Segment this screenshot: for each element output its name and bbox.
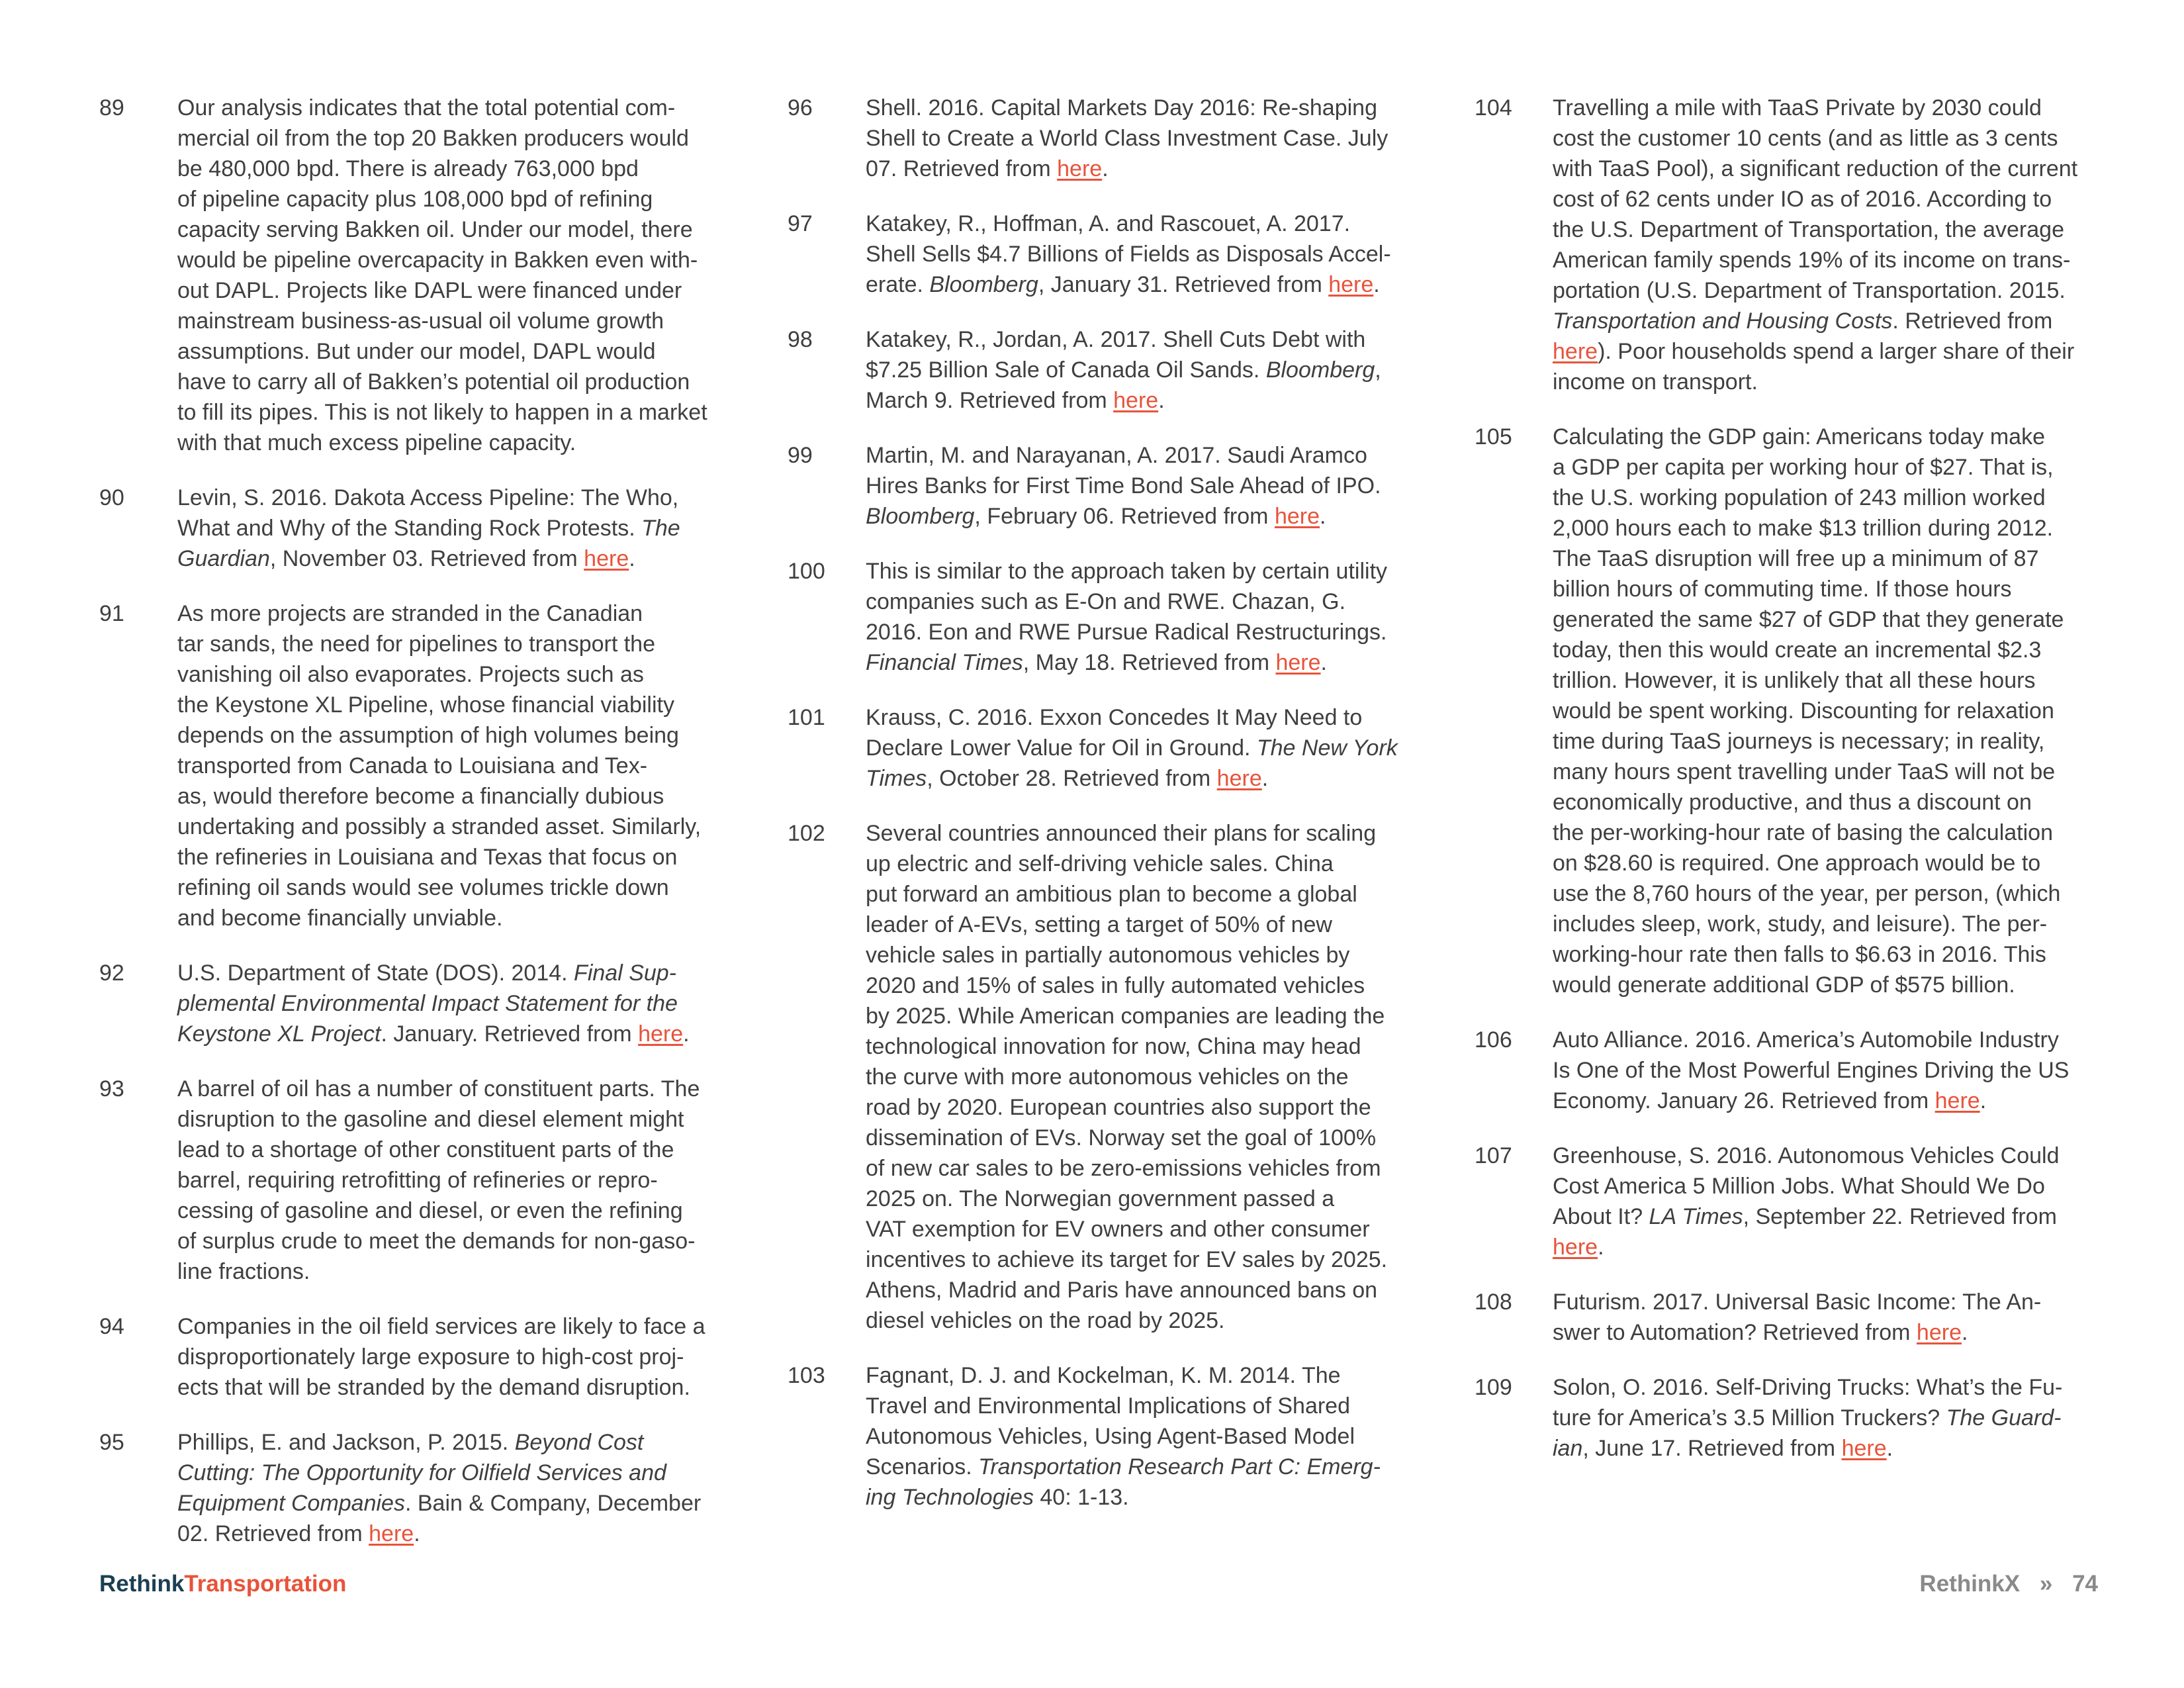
endnote-number: 107 xyxy=(1475,1143,1512,1168)
endnote-text-segment: Solon, O. 2016. Self-Driving Trucks: What’s the Fu- ture for America’s 3.5 Million Truckers? xyxy=(1553,1375,2063,1430)
endnote-text-segment: . xyxy=(414,1521,420,1546)
endnote-text-segment: , October 28. Retrieved from xyxy=(927,766,1217,791)
endnote-text-segment: . xyxy=(1102,156,1109,181)
endnote-105 xyxy=(1475,422,2110,1000)
endnote-100 xyxy=(788,556,1423,678)
endnote-number: 95 xyxy=(99,1430,124,1455)
endnote-italic-title: Bloomberg xyxy=(866,504,975,529)
endnote-text-segment: Calculating the GDP gain: Americans today make a GDP per capita per working hour of $27. That is, the U.S. working population of 243 million worked 2,000 hours each to make $13 trillion during 2012. The TaaS disruption will free up a minimum of 87 billion hours of commuting time. If those hours generated the same $27 of GDP that they generate today, then this would create an incremental $2.3 trillion. However, it is unlikely that all these hours would be spent working. Discounting for relaxation time during TaaS journeys is necessary; in reality, many hours spent travelling under TaaS will not be economically productive, and thus a discount on the per-working-hour rate of basing the calculation on $28.60 is required. One approach would be to use the 8,760 hours of the year, per person, (which includes sleep, work, study, and leisure). The per- working-hour rate then falls to $6.63 in 2016. This would generate additional GDP of $575 billion. xyxy=(1553,424,2064,998)
endnote-103 xyxy=(788,1360,1423,1513)
endnote-89 xyxy=(99,93,721,458)
endnote-italic-title: Bloomberg xyxy=(929,272,1038,297)
endnote-97 xyxy=(788,209,1423,300)
endnote-number: 89 xyxy=(99,95,124,120)
endnote-text-segment: , March 9. Retrieved from xyxy=(866,357,1381,413)
endnote-number: 94 xyxy=(99,1314,124,1339)
endnote-text-segment: Futurism. 2017. Universal Basic Income: The An- swer to Automation? Retrieved from xyxy=(1553,1289,2042,1345)
endnote-text-segment: ). Poor households spend a larger share of their income on transport. xyxy=(1553,339,2075,395)
footer-page-info xyxy=(1919,1569,2098,1599)
endnote-text-segment: . xyxy=(629,546,635,571)
endnote-text-segment: Several countries announced their plans for scaling up electric and self-driving vehicle sales. China put forward an ambitious plan to become a global leader of A-EVs, setting a target of 50% of new vehicle sales in partially autonomous vehicles by 2020 and 15% of sales in fully automated vehicles by 2025. While American companies are leading the technological innovation for now, China may head the curve with more autonomous vehicles on the road by 2020. European countries also support the dissemination of EVs. Norway set the goal of 100% of new car sales to be zero-emissions vehicles from 2025 on. The Norwegian government passed a VAT exemption for EV owners and other consumer incentives to achieve its target for EV sales by 2025. Athens, Madrid and Paris have announced bans on diesel vehicles on the road by 2025. xyxy=(866,821,1388,1333)
endnote-number: 97 xyxy=(788,211,813,236)
endnote-text-segment: . xyxy=(1373,272,1380,297)
endnote-text xyxy=(1553,1372,2110,1464)
endnote-text-segment: , January 31. Retrieved from xyxy=(1038,272,1329,297)
endnote-text-segment: Shell. 2016. Capital Markets Day 2016: Re-shaping Shell to Create a World Class Investment Case. July 07. Retrieved from xyxy=(866,95,1388,181)
endnote-92 xyxy=(99,958,721,1049)
endnote-italic-title: LA Times xyxy=(1649,1204,1743,1229)
endnote-text-segment: . Bain & Company, December 02. Retrieved from xyxy=(177,1491,702,1546)
endnote-text-segment: . January. Retrieved from xyxy=(381,1021,639,1047)
endnote-text-segment: Levin, S. 2016. Dakota Access Pipeline: The Who, What and Why of the Standing Rock Protests. xyxy=(177,485,679,541)
endnote-number: 101 xyxy=(788,705,825,730)
endnote-number: 102 xyxy=(788,821,825,846)
endnote-number: 109 xyxy=(1475,1375,1512,1400)
endnote-italic-title: Financial Times xyxy=(866,650,1023,675)
endnote-text xyxy=(1553,1287,2110,1348)
endnote-text-segment: Martin, M. and Narayanan, A. 2017. Saudi Aramco Hires Banks for First Time Bond Sale Ahead of IPO. xyxy=(866,443,1381,498)
endnote-text-segment: Auto Alliance. 2016. America’s Automobile Industry Is One of the Most Powerful Engines Driving the US Economy. January 26. Retrieved from xyxy=(1553,1027,2070,1113)
endnote-text-segment: . xyxy=(1886,1436,1893,1461)
endnote-98 xyxy=(788,324,1423,416)
endnote-107 xyxy=(1475,1141,2110,1262)
endnote-text xyxy=(177,958,721,1049)
endnote-italic-title: The New York Times xyxy=(866,735,1398,791)
source-link[interactable]: here xyxy=(584,546,629,571)
endnote-italic-title: The Guard- ian xyxy=(1553,1405,2062,1461)
endnote-italic-title: Transportation Research Part C: Emerg- ing Technologies xyxy=(866,1454,1381,1510)
endnote-italic-title: Transportation and Housing Costs xyxy=(1553,308,1893,334)
endnotes-column-2 xyxy=(788,93,1423,1537)
endnote-93 xyxy=(99,1074,721,1287)
endnote-104 xyxy=(1475,93,2110,397)
endnote-italic-title: Beyond Cost Cutting: The Opportunity for Oilfield Services and Equipment Companies xyxy=(177,1430,666,1516)
endnote-text-segment: . xyxy=(1979,1088,1987,1113)
endnote-text-segment: Katakey, R., Hoffman, A. and Rascouet, A. 2017. Shell Sells $4.7 Billions of Fields as Disposals Accel- erate. xyxy=(866,211,1391,297)
source-link[interactable]: here xyxy=(1553,1235,1598,1260)
endnote-number: 91 xyxy=(99,601,124,626)
endnote-text-segment: U.S. Department of State (DOS). 2014. xyxy=(177,961,574,986)
source-link[interactable]: here xyxy=(369,1521,414,1546)
endnote-text-segment: . xyxy=(1261,766,1269,791)
footer-brand xyxy=(99,1569,346,1599)
page-separator: » xyxy=(2039,1571,2053,1597)
brand-transportation: Transportation xyxy=(184,1571,347,1597)
endnote-number: 106 xyxy=(1475,1027,1512,1053)
source-link[interactable]: here xyxy=(1275,650,1321,675)
source-link[interactable]: here xyxy=(1916,1320,1962,1345)
endnote-number: 90 xyxy=(99,485,124,510)
endnote-text xyxy=(866,702,1423,794)
endnote-95 xyxy=(99,1427,721,1549)
endnote-text xyxy=(1553,422,2110,1000)
endnote-text-segment: . xyxy=(1158,388,1165,413)
endnote-number: 104 xyxy=(1475,95,1512,120)
endnote-text xyxy=(866,1360,1423,1513)
endnote-text-segment: 40: 1-13. xyxy=(1033,1485,1129,1510)
endnote-90 xyxy=(99,483,721,574)
endnote-96 xyxy=(788,93,1423,184)
endnote-text-segment: Katakey, R., Jordan, A. 2017. Shell Cuts Debt with $7.25 Billion Sale of Canada Oil Sands. xyxy=(866,327,1366,383)
endnote-text-segment: Travelling a mile with TaaS Private by 2030 could cost the customer 10 cents (and as little as 3 cents with TaaS Pool), a significant reduction of the current cost of 62 cents under IO as of 2016. According to the U.S. Department of Transportation, the average American family spends 19% of its income on trans- portation (U.S. Department of Transportation. 2015. xyxy=(1553,95,2078,303)
endnote-italic-title: Bloomberg xyxy=(1265,357,1375,383)
source-link[interactable]: here xyxy=(1057,156,1103,181)
endnote-text-segment: , May 18. Retrieved from xyxy=(1023,650,1276,675)
endnote-text xyxy=(866,440,1423,532)
endnote-text-segment: Phillips, E. and Jackson, P. 2015. xyxy=(177,1430,515,1455)
endnote-text-segment: Fagnant, D. J. and Kockelman, K. M. 2014. The Travel and Environmental Implications of Shared Autonomous Vehicles, Using Agent-Based Model Scenarios. xyxy=(866,1363,1355,1479)
source-link[interactable]: here xyxy=(1553,339,1598,364)
endnote-text xyxy=(177,483,721,574)
endnote-text xyxy=(866,209,1423,300)
endnote-text-segment: . xyxy=(683,1021,690,1047)
endnote-text xyxy=(866,818,1423,1336)
endnote-text-segment: , September 22. Retrieved from xyxy=(1743,1204,2057,1229)
endnote-99 xyxy=(788,440,1423,532)
publisher-name: RethinkX xyxy=(1919,1571,2021,1597)
endnote-text xyxy=(1553,93,2110,397)
endnote-text-segment: This is similar to the approach taken by certain utility companies such as E-On and RWE. Chazan, G. 2016. Eon and RWE Pursue Radical Restructurings. xyxy=(866,559,1388,645)
endnote-italic-title: Final Sup- plemental Environmental Impact Statement for the Keystone XL Project xyxy=(177,961,678,1047)
endnote-text xyxy=(1553,1025,2110,1116)
endnote-text-segment: Krauss, C. 2016. Exxon Concedes It May Need to Declare Lower Value for Oil in Ground. xyxy=(866,705,1363,761)
source-link[interactable]: here xyxy=(1934,1088,1980,1113)
endnote-text-segment: Greenhouse, S. 2016. Autonomous Vehicles Could Cost America 5 Million Jobs. What Should We Do About It? xyxy=(1553,1143,2060,1229)
endnote-91 xyxy=(99,598,721,933)
endnote-text-segment: Companies in the oil field services are likely to face a disproportionately large exposure to high-cost proj- ects that will be stranded by the demand disruption. xyxy=(177,1314,705,1400)
endnote-text xyxy=(1553,1141,2110,1262)
endnotes-column-3 xyxy=(1475,93,2110,1488)
source-link[interactable]: here xyxy=(1328,272,1374,297)
endnote-number: 108 xyxy=(1475,1289,1512,1315)
endnote-102 xyxy=(788,818,1423,1336)
endnote-italic-title: The Guardian xyxy=(177,516,680,571)
endnote-text-segment: . xyxy=(1598,1235,1604,1260)
endnote-number: 100 xyxy=(788,559,825,584)
endnote-text-segment: . xyxy=(1320,650,1327,675)
endnote-text-segment: A barrel of oil has a number of constituent parts. The disruption to the gasoline and diesel element might lead to a shortage of other constituent parts of the barrel, requiring retrofitting of refineries or repro- cessing of gasoline and diesel, or even the refining of surplus crude to meet the demands for non-gaso- line fractions. xyxy=(177,1076,700,1284)
source-link[interactable]: here xyxy=(638,1021,684,1047)
endnote-109 xyxy=(1475,1372,2110,1464)
endnote-text-segment: . xyxy=(1320,504,1326,529)
endnote-text-segment: , June 17. Retrieved from xyxy=(1582,1436,1842,1461)
endnote-text xyxy=(177,1074,721,1287)
endnote-text xyxy=(866,556,1423,678)
endnote-text xyxy=(177,598,721,933)
endnote-number: 92 xyxy=(99,961,124,986)
endnote-number: 93 xyxy=(99,1076,124,1102)
page-number: 74 xyxy=(2072,1571,2098,1597)
source-link[interactable]: here xyxy=(1841,1436,1887,1461)
endnote-text xyxy=(177,1427,721,1549)
source-link[interactable]: here xyxy=(1113,388,1159,413)
endnote-text-segment: . Retrieved from xyxy=(1892,308,2053,334)
endnote-text-segment: Our analysis indicates that the total potential com- mercial oil from the top 20 Bakken producers would be 480,000 bpd. There is already 763,000 bpd of pipeline capacity plus 108,000 bpd of refining capacity serving Bakken oil. Under our model, there would be pipeline overcapacity in Bakken even with- out DAPL. Projects like DAPL were financed under mainstream business-as-usual oil volume growth assumptions. But under our model, DAPL would have to carry all of Bakken’s potential oil production to fill its pipes. This is not likely to happen in a market with that much excess pipeline capacity. xyxy=(177,95,707,455)
endnote-text-segment: . xyxy=(1961,1320,1968,1345)
endnote-text xyxy=(866,324,1423,416)
brand-rethink: Rethink xyxy=(99,1571,185,1597)
endnote-106 xyxy=(1475,1025,2110,1116)
endnote-text xyxy=(866,93,1423,184)
endnote-number: 98 xyxy=(788,327,813,352)
endnote-108 xyxy=(1475,1287,2110,1348)
source-link[interactable]: here xyxy=(1216,766,1262,791)
endnote-101 xyxy=(788,702,1423,794)
endnote-number: 103 xyxy=(788,1363,825,1388)
endnote-text-segment: , February 06. Retrieved from xyxy=(974,504,1275,529)
source-link[interactable]: here xyxy=(1274,504,1320,529)
endnote-94 xyxy=(99,1311,721,1403)
endnote-text-segment: , November 03. Retrieved from xyxy=(269,546,584,571)
endnote-text xyxy=(177,93,721,458)
endnote-number: 96 xyxy=(788,95,813,120)
endnote-text xyxy=(177,1311,721,1403)
endnote-number: 105 xyxy=(1475,424,1512,449)
endnote-number: 99 xyxy=(788,443,813,468)
endnote-text-segment: As more projects are stranded in the Canadian tar sands, the need for pipelines to transport the vanishing oil also evaporates. Projects such as the Keystone XL Pipeline, whose financial viability depends on the assumption of high volumes being transported from Canada to Louisiana and Tex- as, would therefore become a financially dubious undertaking and possibly a stranded asset. Similarly, the refineries in Louisiana and Texas that focus on refining oil sands would see volumes trickle down and become financially unviable. xyxy=(177,601,702,931)
endnotes-column-1 xyxy=(99,93,721,1573)
